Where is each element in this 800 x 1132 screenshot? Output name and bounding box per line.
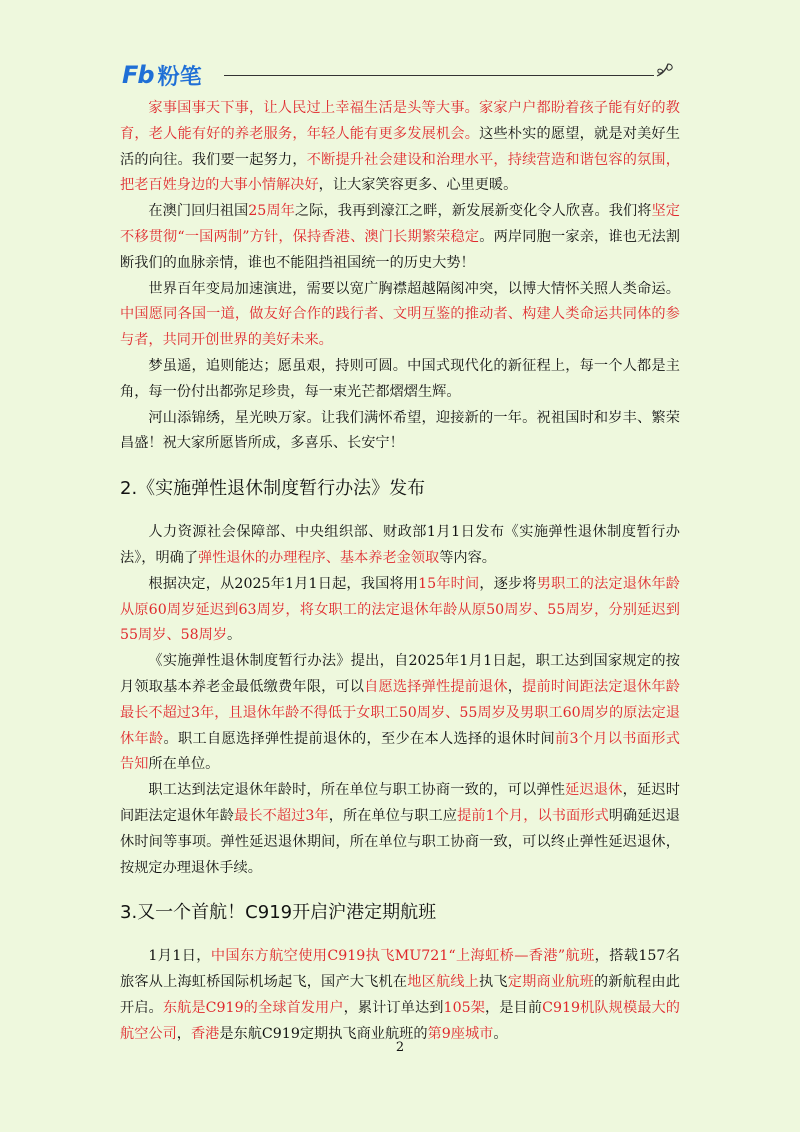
- highlighted-text: 提前1个月，以书面形式: [457, 807, 609, 824]
- paragraph: [120, 199, 680, 276]
- body-text: ，逐步将: [479, 575, 537, 592]
- section-retirement: [120, 520, 680, 881]
- section-heading-c919: 3.又一个首航！C919开启沪港定期航班: [120, 902, 437, 924]
- body-text: 明确延迟退休时间等事项。弹性延迟退休期间，所在单位与职工协商一致，可以终止弹性延迟退休，按规定办理退休手续。: [120, 807, 680, 876]
- body-text: ，让大家笑容更多、心里更暖。: [318, 177, 518, 194]
- highlighted-text: 家家户户都盼着孩子能有好的教育，老人能有好的养老服务，年轻人能有更多发展机会。: [120, 100, 680, 142]
- paragraph: [120, 520, 680, 572]
- highlighted-text: 提前时间距法定退休年龄最长不超过3年，且退休年龄不得低于女职工50周岁、55周岁及男职工60周岁的原法定退休年龄: [120, 678, 680, 747]
- highlighted-text: 男职工的法定退休年龄从原60周岁延迟到63周岁，将女职工的法定退休年龄从原50周岁、55周岁，分别延迟到55周岁、58周岁: [120, 575, 680, 644]
- body-text: 河山添锦绣，星光映万家。让我们满怀希望，迎接新的一年。祝祖国时和岁丰、繁荣昌盛！祝大家所愿皆所成，多喜乐、长安宁！: [120, 409, 680, 452]
- body-text: 这些朴实的愿望，就是对美好生活的向往。我们要一起努力，: [120, 125, 680, 168]
- body-text: 等内容。: [439, 549, 496, 566]
- paragraph: [120, 406, 680, 458]
- page-header: [122, 58, 682, 98]
- article-body: [120, 96, 680, 1048]
- body-text: 根据决定，从2025年1月1日起，我国将用: [148, 575, 419, 592]
- logo-text: 粉笔: [157, 64, 202, 90]
- body-text: 人力资源社会保障部、中央组织部、财政部1月1日发布《实施弹性退休制度暂行办法》，明确了: [120, 524, 680, 566]
- paragraph: [120, 649, 680, 778]
- paragraph: [120, 277, 680, 354]
- highlighted-text: 105架: [443, 999, 485, 1016]
- body-text: 1月1日，: [148, 948, 211, 965]
- highlighted-text: 定期商业航班: [507, 974, 594, 991]
- highlighted-text: 15年时间: [418, 575, 480, 592]
- highlighted-text: 最长不超过3年: [234, 807, 329, 824]
- body-text: 的新航程由此开启。: [120, 974, 680, 1016]
- highlighted-text: 中国东方航空使用C919执飞MU721“上海虹桥—香港”航班: [210, 948, 595, 965]
- leaf-icon: [654, 60, 676, 82]
- section-heading-retirement: 2.《实施弹性退休制度暂行办法》发布: [120, 478, 426, 500]
- paragraph: [120, 354, 680, 406]
- highlighted-text: C919机队规模最大的航空公司: [120, 999, 680, 1042]
- body-text: ，累计订单达到: [343, 999, 444, 1016]
- body-text: ，: [507, 678, 523, 695]
- body-text: 梦虽遥，追则能达；愿虽艰，持则可圆。中国式现代化的新征程上，每一个人都是主角，每一份付出都弥足珍贵，每一束光芒都熠熠生辉。: [120, 357, 680, 400]
- logo-mark: Fb: [122, 61, 154, 89]
- paragraph: [120, 572, 680, 649]
- body-text: ，延迟时间距法定退休年龄: [120, 782, 680, 824]
- paragraph: [120, 96, 680, 199]
- body-text: 职工达到法定退休年龄时，所在单位与职工协商一致的，可以弹性: [148, 782, 566, 799]
- highlighted-text: 香港: [190, 1025, 220, 1042]
- highlighted-text: 不断提升社会建设和治理水平，持续营造和谐包容的氛围，把老百姓身边的大事小情解决好: [120, 151, 680, 194]
- body-text: 之际，我再到濠江之畔，新发展新变化令人欣喜。我们将: [294, 203, 652, 220]
- body-text: 执飞: [479, 974, 508, 991]
- highlighted-text: 中国愿同各国一道，做友好合作的践行者、文明互鉴的推动者、构建人类命运共同体的参与者，共同开创世界的美好未来。: [120, 306, 680, 349]
- header-divider: [224, 75, 654, 76]
- highlighted-text: 东航是C919的全球首发用户: [162, 999, 344, 1016]
- highlighted-text: 第9座城市: [427, 1025, 494, 1042]
- section-new-year-address: [120, 96, 680, 457]
- body-text: 。两岸同胞一家亲，谁也无法割断我们的血脉亲情，谁也不能阻挡祖国统一的历史大势！: [120, 228, 680, 271]
- highlighted-text: 前3个月以书面形式告知: [120, 730, 680, 773]
- highlighted-text: 25周年: [248, 203, 295, 220]
- highlighted-text: 延迟退休: [565, 782, 623, 799]
- highlighted-text: 弹性退休的办理程序、基本养老金领取: [198, 549, 440, 566]
- body-text: 所在单位。: [148, 756, 220, 773]
- paragraph: [120, 944, 680, 1047]
- body-text: 。: [493, 1025, 508, 1042]
- highlighted-text: 家事国事天下事，让人民过上幸福生活是头等大事。: [148, 100, 479, 116]
- body-text: 《实施弹性退休制度暂行办法》提出，自2025年1月1日起，职工达到国家规定的按月领取基本养老金最低缴费年限，可以: [120, 653, 680, 695]
- fenbi-logo: [122, 58, 202, 92]
- body-text: 世界百年变局加速演进，需要以宽广胸襟超越隔阂冲突，以博大情怀关照人类命运。: [148, 280, 680, 297]
- body-text: 是东航C919定期执飞商业航班的: [219, 1025, 428, 1042]
- body-text: ，是目前: [485, 999, 543, 1016]
- body-text: ，所在单位与职工应: [328, 807, 458, 824]
- body-text: 。: [227, 627, 242, 644]
- section-c919: [120, 944, 680, 1047]
- paragraph: [120, 778, 680, 881]
- body-text: 在澳门回归祖国: [148, 203, 249, 220]
- highlighted-text: 自愿选择弹性提前退休: [364, 678, 508, 695]
- body-text: ，: [176, 1025, 191, 1042]
- highlighted-text: 地区航线上: [407, 974, 480, 991]
- body-text: 。职工自愿选择弹性提前退休的，至少在本人选择的退休时间: [163, 730, 555, 747]
- page-number: 2: [395, 1040, 405, 1055]
- highlighted-text: 坚定不移贯彻“一国两制”方针，保持香港、澳门长期繁荣稳定: [120, 203, 680, 245]
- body-text: ，搭载157名旅客从上海虹桥国际机场起飞，国产大飞机在: [120, 948, 680, 991]
